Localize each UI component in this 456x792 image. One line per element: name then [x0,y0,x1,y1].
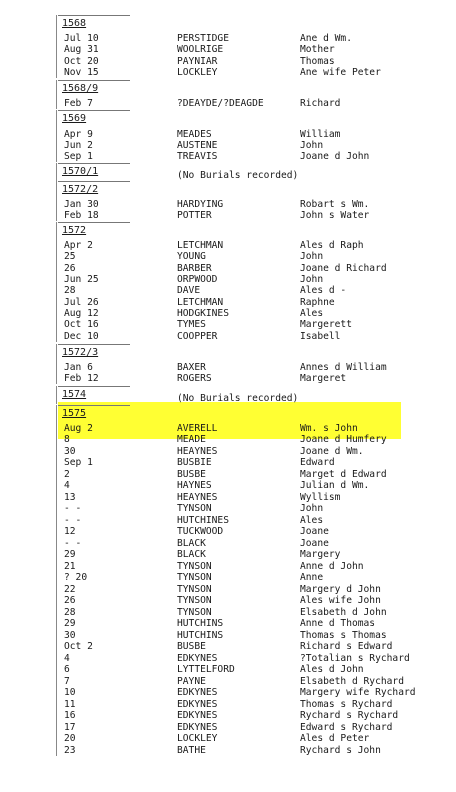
entry-relation: Richard [300,98,341,109]
entry-date: Aug 2 [64,423,93,434]
entry-relation: Raphne [300,297,335,308]
burial-entry [0,492,456,503]
burial-entry [0,199,456,210]
entry-surname: PAYNIAR [177,56,218,67]
entry-surname: EDKYNES [177,687,218,698]
entry-surname: MEADES [177,129,212,140]
entry-date: 20 [64,733,76,744]
entry-date: Aug 31 [64,44,99,55]
entry-relation: John s Water [300,210,370,221]
entry-relation: Ales d - [300,285,347,296]
entry-relation: Annes d William [300,362,387,373]
entry-surname: TUCKWOOD [177,526,224,537]
entry-relation: Elsabeth d Rychard [300,676,404,687]
entry-date: 7 [64,676,70,687]
entry-surname: HUTCHINS [177,618,224,629]
entry-date: Apr 9 [64,129,93,140]
section-year: 1572/3 [62,347,99,358]
burial-entry [0,630,456,641]
entry-date: Sep 1 [64,151,93,162]
entry-relation: Ane wife Peter [300,67,381,78]
entry-relation: Joane [300,526,329,537]
section-year: 1569 [62,113,87,124]
section-margin-line [56,386,57,404]
entry-relation: Robart s Wm. [300,199,370,210]
entry-surname: AVERELL [177,423,218,434]
entry-surname: LETCHMAN [177,297,224,308]
section-year: 1572 [62,225,87,236]
burial-entry [0,308,456,319]
entry-date: 28 [64,285,76,296]
entry-surname: ?DEAYDE/?DEAGDE [177,98,264,109]
entry-date: Jan 6 [64,362,93,373]
burial-entry [0,549,456,560]
section-margin-line [56,15,57,78]
burial-entry [0,274,456,285]
entry-surname: AUSTENE [177,140,218,151]
burial-entry [0,362,456,373]
entry-date: Oct 16 [64,319,99,330]
burial-entry [0,584,456,595]
entry-relation: Elsabeth d John [300,607,387,618]
section-year: 1575 [62,408,87,419]
entry-relation: Edward s Rychard [300,722,393,733]
entry-relation: Ane d Wm. [300,33,352,44]
entry-relation: Joane [300,538,329,549]
burial-entry [0,710,456,721]
section-rule [58,80,130,81]
entry-relation: Thomas [300,56,335,67]
burial-entry [0,44,456,55]
section-note-row [0,170,456,181]
entry-relation: Ales [300,515,324,526]
entry-date: ? 20 [64,572,88,583]
entry-relation: John [300,503,324,514]
entry-relation: Anne [300,572,324,583]
entry-relation: Margeret [300,373,347,384]
entry-surname: LOCKLEY [177,733,218,744]
entry-surname: LETCHMAN [177,240,224,251]
entry-relation: Rychard s Rychard [300,710,399,721]
entry-date: Jan 30 [64,199,99,210]
section-rule [58,163,130,164]
entry-date: 4 [64,653,70,664]
burial-entry [0,733,456,744]
section-margin-line [56,110,57,162]
entry-relation: Ales d John [300,664,364,675]
entry-date: 13 [64,492,76,503]
burial-entry [0,561,456,572]
entry-relation: Edward [300,457,335,468]
burial-entry [0,446,456,457]
entry-relation: William [300,129,341,140]
entry-surname: YOUNG [177,251,206,262]
entry-date: 29 [64,549,76,560]
section-year: 1568 [62,18,87,29]
section-margin-line [56,80,57,109]
burial-entry [0,687,456,698]
entry-relation: Ales [300,308,324,319]
entry-relation: Joane d Wm. [300,446,364,457]
entry-date: Nov 15 [64,67,99,78]
entry-date: Dec 10 [64,331,99,342]
section-margin-line [56,181,57,221]
entry-relation: John [300,274,324,285]
entry-date: 30 [64,630,76,641]
burial-entry [0,745,456,756]
entry-relation: Anne d John [300,561,364,572]
entry-date: Apr 2 [64,240,93,251]
section-year: 1568/9 [62,83,99,94]
entry-relation: Ales d Raph [300,240,364,251]
entry-surname: PERSTIDGE [177,33,229,44]
entry-surname: TYNSON [177,595,212,606]
entry-date: 10 [64,687,76,698]
entry-surname: EDKYNES [177,710,218,721]
entry-date: 26 [64,263,76,274]
entry-surname: BAXER [177,362,206,373]
entry-relation: John [300,251,324,262]
burial-entry [0,722,456,733]
entry-relation: Margery d John [300,584,381,595]
burial-entry [0,151,456,162]
section-rule [58,386,130,387]
no-burials-note: (No Burials recorded) [177,170,299,181]
burial-entry [0,210,456,221]
entry-date: Jul 10 [64,33,99,44]
entry-surname: TYNSON [177,561,212,572]
burial-entry [0,653,456,664]
burial-entry [0,263,456,274]
burial-entry [0,140,456,151]
burial-entry [0,319,456,330]
entry-date: 2 [64,469,70,480]
entry-surname: TYNSON [177,584,212,595]
section-rule [58,222,130,223]
entry-relation: Ales d Peter [300,733,370,744]
entry-surname: ROGERS [177,373,212,384]
entry-date: Feb 18 [64,210,99,221]
entry-date: 4 [64,480,70,491]
section-rule [58,181,130,182]
entry-surname: HARDYING [177,199,224,210]
entry-surname: BUSBE [177,641,206,652]
entry-date: Oct 2 [64,641,93,652]
entry-date: - - [64,515,82,526]
burial-entry [0,480,456,491]
burial-entry [0,618,456,629]
entry-date: 25 [64,251,76,262]
burial-entry [0,33,456,44]
entry-relation: Marget d Edward [300,469,387,480]
entry-relation: Thomas s Rychard [300,699,393,710]
section-rule [58,110,130,111]
section-rule [58,405,130,406]
section-year: 1572/2 [62,184,99,195]
entry-surname: PAYNE [177,676,206,687]
entry-relation: Margery [300,549,341,560]
entry-relation: Thomas s Thomas [300,630,387,641]
entry-surname: BATHE [177,745,206,756]
entry-surname: HUTCHINS [177,630,224,641]
burial-entry [0,56,456,67]
burial-entry [0,285,456,296]
entry-date: 17 [64,722,76,733]
burial-entry [0,423,456,434]
burial-entry [0,538,456,549]
entry-surname: BARBER [177,263,212,274]
entry-surname: BLACK [177,538,206,549]
section-rule [58,15,130,16]
burial-entry [0,526,456,537]
entry-relation: John [300,140,324,151]
burial-entry [0,240,456,251]
section-rule [58,344,130,345]
section-year: 1574 [62,389,87,400]
entry-relation: ?Totalian s Rychard [300,653,410,664]
entry-date: Sep 1 [64,457,93,468]
burial-entry [0,434,456,445]
entry-date: 16 [64,710,76,721]
section-margin-line [56,344,57,384]
entry-surname: BUSBE [177,469,206,480]
entry-date: 23 [64,745,76,756]
entry-relation: Mother [300,44,335,55]
burial-entry [0,572,456,583]
section-margin-line [56,405,57,756]
entry-date: 12 [64,526,76,537]
entry-relation: Richard s Edward [300,641,393,652]
entry-surname: TREAVIS [177,151,218,162]
entry-date: Jun 25 [64,274,99,285]
entry-relation: Wm. s John [300,423,358,434]
entry-date: Jul 26 [64,297,99,308]
entry-relation: Ales wife John [300,595,381,606]
burial-entry [0,676,456,687]
entry-surname: HODGKINES [177,308,229,319]
entry-surname: EDKYNES [177,653,218,664]
burial-entry [0,515,456,526]
entry-date: 22 [64,584,76,595]
entry-surname: WOOLRIGE [177,44,224,55]
burial-entry [0,98,456,109]
entry-relation: Wyllism [300,492,341,503]
entry-relation: Julian d Wm. [300,480,370,491]
entry-surname: BLACK [177,549,206,560]
entry-surname: TYNSON [177,607,212,618]
burial-entry [0,595,456,606]
entry-relation: Margerett [300,319,352,330]
entry-date: 11 [64,699,76,710]
burial-entry [0,469,456,480]
entry-surname: MEADE [177,434,206,445]
entry-date: Jun 2 [64,140,93,151]
entry-relation: Isabell [300,331,341,342]
entry-surname: POTTER [177,210,212,221]
entry-date: Feb 7 [64,98,93,109]
entry-surname: LYTTELFORD [177,664,235,675]
section-year: 1570/1 [62,166,99,177]
entry-surname: TYNSON [177,503,212,514]
entry-date: - - [64,538,82,549]
entry-date: Aug 12 [64,308,99,319]
entry-surname: HEAYNES [177,446,218,457]
entry-surname: HAYNES [177,480,212,491]
burial-entry [0,297,456,308]
entry-relation: Anne d Thomas [300,618,376,629]
entry-surname: TYMES [177,319,206,330]
entry-date: 28 [64,607,76,618]
entry-date: Feb 12 [64,373,99,384]
entry-date: - - [64,503,82,514]
entry-surname: DAVE [177,285,201,296]
entry-surname: BUSBIE [177,457,212,468]
entry-surname: COOPPER [177,331,218,342]
entry-surname: LOCKLEY [177,67,218,78]
entry-date: 8 [64,434,70,445]
burial-entry [0,457,456,468]
entry-relation: Rychard s John [300,745,381,756]
burial-entry [0,607,456,618]
entry-relation: Margery wife Rychard [300,687,416,698]
entry-relation: Joane d John [300,151,370,162]
no-burials-note: (No Burials recorded) [177,393,299,404]
entry-surname: TYNSON [177,572,212,583]
entry-relation: Joane d Richard [300,263,387,274]
entry-surname: EDKYNES [177,722,218,733]
burial-entry [0,331,456,342]
entry-surname: HUTCHINES [177,515,229,526]
entry-relation: Joane d Humfery [300,434,387,445]
entry-date: 6 [64,664,70,675]
entry-surname: EDKYNES [177,699,218,710]
section-note-row [0,393,456,404]
entry-date: 26 [64,595,76,606]
entry-surname: ORPWOOD [177,274,218,285]
burial-entry [0,67,456,78]
entry-surname: HEAYNES [177,492,218,503]
entry-date: 30 [64,446,76,457]
burial-entry [0,129,456,140]
burial-entry [0,251,456,262]
section-margin-line [56,163,57,181]
entry-date: 21 [64,561,76,572]
burial-entry [0,664,456,675]
entry-date: Oct 20 [64,56,99,67]
burial-entry [0,503,456,514]
burial-entry [0,699,456,710]
entry-date: 29 [64,618,76,629]
burial-entry [0,641,456,652]
burial-entry [0,373,456,384]
section-margin-line [56,222,57,342]
